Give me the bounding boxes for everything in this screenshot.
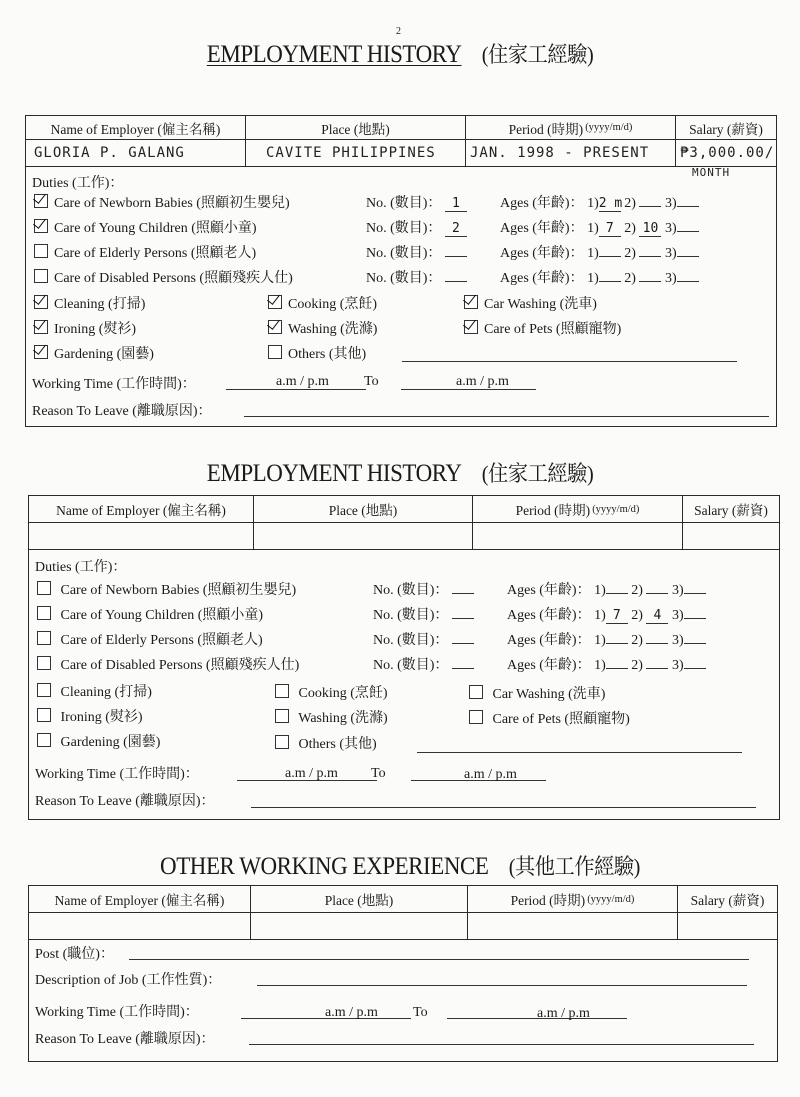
duty-row[interactable]: Care of Disabled Persons (照顧殘疾人仕)	[34, 267, 293, 287]
checkbox-young-children[interactable]	[34, 219, 48, 233]
header-period: Period (時期) (yyyy/m/d)	[473, 496, 683, 522]
duty-row[interactable]: Care of Newborn Babies (照顧初生嬰兒)	[34, 192, 290, 212]
salary-field[interactable]: ₱3,000.00/	[680, 145, 775, 161]
chore-others[interactable]: Others (其他)	[268, 343, 366, 363]
working-time-label: Working Time (工作時間)：	[32, 377, 196, 392]
section3-title-zh: (其他工作經驗)	[508, 854, 640, 879]
ages-field[interactable]: Ages (年齡)： 1) 2) 3)	[507, 654, 706, 674]
chore-ironing[interactable]: Ironing (熨衫)	[34, 318, 136, 338]
ampm-to: a.m / p.m	[537, 1006, 590, 1021]
section1-title	[32, 38, 768, 69]
section2-title	[32, 457, 768, 488]
duty-row[interactable]: Care of Young Children (照顧小童)	[37, 604, 263, 624]
place-field[interactable]: CAVITE PHILIPPINES	[246, 140, 466, 166]
reason-field[interactable]	[251, 807, 756, 808]
employer-name-field[interactable]	[29, 913, 251, 939]
page-number: 2	[396, 26, 401, 37]
working-time-label: Working Time (工作時間)：	[35, 1005, 199, 1020]
reason-field[interactable]	[244, 416, 769, 417]
working-time-label: Working Time (工作時間)：	[35, 767, 199, 782]
ages-field[interactable]: Ages (年齡)： 1) 2) 3)	[507, 629, 706, 649]
checkbox-newborn[interactable]	[34, 194, 48, 208]
header-employer: Name of Employer (僱主名稱)	[29, 886, 251, 912]
period-field[interactable]	[468, 913, 678, 939]
reason-label: Reason To Leave (離職原因)：	[32, 404, 212, 419]
header-salary: Salary (薪資)	[694, 503, 768, 518]
description-field[interactable]	[257, 985, 747, 986]
ampm-from: a.m / p.m	[276, 374, 329, 389]
header-period: Period (時期) (yyyy/m/d)	[468, 886, 678, 912]
salary-unit: MONTH	[692, 166, 731, 179]
ampm-to: a.m / p.m	[456, 374, 509, 389]
section3-title	[32, 850, 768, 881]
duty-row[interactable]: Care of Elderly Persons (照顧老人)	[34, 242, 256, 262]
chore-gardening[interactable]: Gardening (園藝)	[34, 343, 154, 363]
description-label: Description of Job (工作性質)：	[35, 973, 222, 988]
header-place: Place (地點)	[254, 496, 473, 522]
checkbox-disabled[interactable]	[37, 656, 51, 670]
chore-ironing[interactable]: Ironing (熨衫)	[37, 706, 143, 726]
section3-value-row	[29, 913, 777, 940]
header-place: Place (地點)	[251, 886, 468, 912]
no-field[interactable]: No. (數目)：	[373, 629, 474, 649]
no-field[interactable]: No. (數目)：	[373, 604, 474, 624]
place-field[interactable]	[254, 523, 473, 549]
no-field[interactable]: No. (數目)：	[373, 654, 474, 674]
others-line[interactable]	[402, 361, 737, 362]
chore-cooking[interactable]: Cooking (烹飪)	[275, 682, 388, 702]
section1-header-row	[26, 116, 776, 140]
checkbox-newborn[interactable]	[37, 581, 51, 595]
section1-value-row	[26, 140, 776, 167]
ages-field[interactable]: Ages (年齡)： 1) 2) 3)	[507, 579, 706, 599]
chore-cleaning[interactable]: Cleaning (打掃)	[34, 293, 145, 313]
chore-car-washing[interactable]: Car Washing (洗車)	[464, 293, 597, 313]
ages-field[interactable]: Ages (年齡)： 1)2 m 2) 3)	[500, 192, 699, 212]
salary-field[interactable]	[683, 523, 779, 549]
reason-field[interactable]	[249, 1044, 754, 1045]
no-field[interactable]: No. (數目)：	[373, 579, 474, 599]
ampm-from: a.m / p.m	[285, 766, 338, 781]
section3-header-row	[29, 886, 777, 913]
ages-field[interactable]: Ages (年齡)： 1) 7 2) 10 3)	[500, 217, 699, 237]
no-field[interactable]: No. (數目)：	[366, 242, 467, 262]
chore-care-of-pets[interactable]: Care of Pets (照顧寵物)	[464, 318, 621, 338]
salary-field[interactable]	[678, 913, 777, 939]
chore-washing[interactable]: Washing (洗滌)	[275, 707, 388, 727]
header-salary: Salary (薪資)	[690, 893, 765, 908]
employer-name-field[interactable]: GLORIA P. GALANG	[26, 140, 246, 166]
to-label: To	[413, 1005, 428, 1020]
section3-title-en: OTHER WORKING EXPERIENCE	[160, 853, 489, 880]
chore-car-washing[interactable]: Car Washing (洗車)	[469, 683, 605, 703]
employer-name-field[interactable]	[29, 523, 254, 549]
chore-washing[interactable]: Washing (洗滌)	[268, 318, 377, 338]
ages-field[interactable]: Ages (年齡)： 1) 2) 3)	[500, 267, 699, 287]
header-employer: Name of Employer (僱主名稱)	[26, 116, 246, 139]
section2-header-row	[29, 496, 779, 523]
checkbox-disabled[interactable]	[34, 269, 48, 283]
chore-care-of-pets[interactable]: Care of Pets (照顧寵物)	[469, 708, 630, 728]
chore-others[interactable]: Others (其他)	[275, 733, 377, 753]
chore-cleaning[interactable]: Cleaning (打掃)	[37, 681, 152, 701]
duty-row[interactable]: Care of Disabled Persons (照顧殘疾人仕)	[37, 654, 299, 674]
no-field[interactable]: No. (數目)：	[366, 267, 467, 287]
section2-value-row	[29, 523, 779, 550]
section1-title-en: EMPLOYMENT HISTORY	[206, 41, 462, 68]
section1-duties-label: Duties (工作)：	[32, 176, 124, 191]
period-field[interactable]: JAN. 1998 - PRESENT	[466, 140, 676, 166]
checkbox-elderly[interactable]	[37, 631, 51, 645]
checkbox-elderly[interactable]	[34, 244, 48, 258]
others-line[interactable]	[417, 752, 742, 753]
ampm-to: a.m / p.m	[464, 767, 517, 782]
header-place: Place (地點)	[246, 116, 466, 139]
section2-duties-label: Duties (工作)：	[35, 560, 127, 575]
section2-title-zh: (住家工經驗)	[481, 461, 594, 486]
ampm-from: a.m / p.m	[325, 1005, 378, 1020]
to-label: To	[371, 766, 386, 781]
ages-field[interactable]: Ages (年齡)： 1) 2) 3)	[500, 242, 699, 262]
checkbox-young-children[interactable]	[37, 606, 51, 620]
no-field[interactable]: No. (數目)： 2	[366, 217, 467, 237]
period-field[interactable]	[473, 523, 683, 549]
post-label: Post (職位)：	[35, 947, 114, 962]
chore-cooking[interactable]: Cooking (烹飪)	[268, 293, 377, 313]
reason-label: Reason To Leave (離職原因)：	[35, 1032, 215, 1047]
section3-box	[28, 885, 778, 1062]
duty-row[interactable]: Care of Young Children (照顧小童)	[34, 217, 257, 237]
header-period: Period (時期) (yyyy/m/d)	[466, 116, 676, 139]
section2-box	[28, 495, 780, 820]
section2-title-en: EMPLOYMENT HISTORY	[206, 460, 462, 487]
section1-box	[25, 115, 777, 427]
header-salary: Salary (薪資)	[689, 121, 763, 137]
duty-row[interactable]: Care of Newborn Babies (照顧初生嬰兒)	[37, 579, 296, 599]
to-label: To	[364, 374, 379, 389]
no-field[interactable]: No. (數目)： 1	[366, 192, 467, 212]
ages-field[interactable]: Ages (年齡)： 1) 7 2) 4 3)	[507, 604, 706, 624]
duty-row[interactable]: Care of Elderly Persons (照顧老人)	[37, 629, 263, 649]
reason-label: Reason To Leave (離職原因)：	[35, 794, 215, 809]
place-field[interactable]	[251, 913, 468, 939]
header-employer: Name of Employer (僱主名稱)	[29, 496, 254, 522]
post-field[interactable]	[129, 959, 749, 960]
chore-gardening[interactable]: Gardening (園藝)	[37, 731, 160, 751]
section1-title-zh: (住家工經驗)	[481, 42, 594, 67]
